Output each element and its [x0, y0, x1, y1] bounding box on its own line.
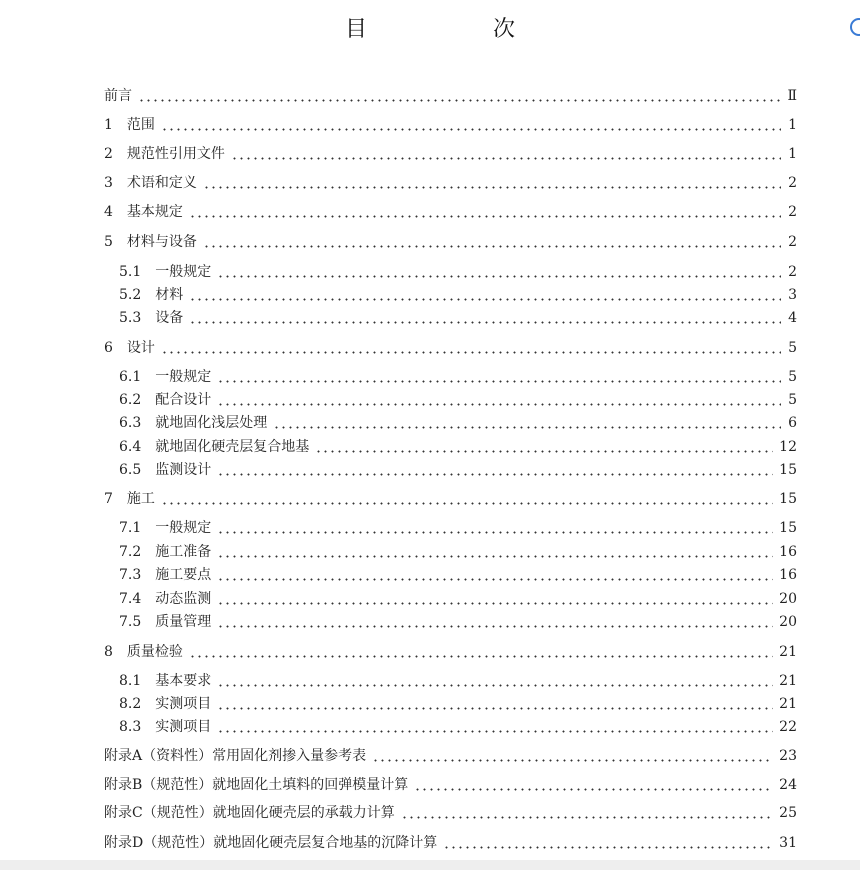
dot-leader [443, 831, 773, 855]
toc-entry-label: 施工 [126, 491, 155, 507]
dot-leader [161, 487, 773, 511]
toc-entry-label: 基本要求 [155, 673, 212, 689]
dot-leader [161, 336, 781, 360]
toc-entry-number: 7.2 [119, 544, 156, 560]
toc-entry-label: 质量检验 [126, 644, 183, 660]
toc-entry[interactable] [119, 540, 797, 564]
toc-entry-label: 术语和定义 [126, 175, 197, 191]
toc-entry-number: 5.1 [119, 264, 156, 280]
toc-entry-label: 施工准备 [155, 544, 212, 560]
toc-entry[interactable] [119, 411, 797, 435]
toc-entry-number: 1 [104, 117, 127, 133]
toc-entry-page-number: 22 [779, 719, 797, 735]
toc-entry-page-number: 2 [788, 234, 797, 250]
toc-entry[interactable] [119, 715, 797, 739]
toc-entry-label: 附录D（规范性）就地固化硬壳层复合地基的沉降计算 [104, 835, 438, 851]
scroll-area-bottom [0, 860, 860, 870]
toc-entry-page-number: 31 [779, 835, 797, 851]
toc-entry-label: 材料 [155, 287, 184, 303]
toc-entry-page-number: 21 [779, 696, 797, 712]
dot-leader [138, 84, 781, 108]
toc-entry-label: 施工要点 [155, 567, 212, 583]
toc-entry-number: 6 [104, 340, 127, 356]
toc-entry-number: 7.4 [119, 591, 156, 607]
toc-entry[interactable] [119, 388, 797, 412]
toc-entry[interactable] [119, 283, 797, 307]
toc-entry-label: 规范性引用文件 [126, 146, 225, 162]
toc-entry-page-number: 23 [779, 748, 797, 764]
toc-entry[interactable] [104, 200, 797, 224]
toc-entry-number: 6.4 [119, 439, 156, 455]
toc-entry-number: 2 [104, 146, 127, 162]
dot-leader [189, 283, 781, 307]
toc-entry[interactable] [104, 336, 797, 360]
dot-leader [203, 171, 781, 195]
toc-entry[interactable] [104, 113, 797, 137]
toc-entry-page-number: 16 [779, 544, 797, 560]
toc-entry-page-number: 3 [788, 287, 797, 303]
toc-entry[interactable] [104, 801, 797, 825]
toc-entry[interactable] [119, 435, 797, 459]
dot-leader [217, 715, 773, 739]
page-title: 目 次 [344, 17, 567, 42]
toc-entry-label: 监测设计 [155, 462, 212, 478]
toc-entry-page-number: 24 [779, 777, 797, 793]
toc-entry[interactable] [104, 640, 797, 664]
toc-entry-page-number: 5 [788, 392, 797, 408]
toc-entry-label: 基本规定 [126, 204, 183, 220]
toc-entry-label: 就地固化硬壳层复合地基 [155, 439, 310, 455]
toc-entry-page-number: 16 [779, 567, 797, 583]
toc-entry-number: 6.1 [119, 369, 156, 385]
toc-entry-page-number: 21 [779, 673, 797, 689]
dot-leader [217, 610, 773, 634]
toc-entry[interactable] [119, 669, 797, 693]
dot-leader [217, 692, 773, 716]
toc-entry[interactable] [104, 487, 797, 511]
toc-entry-page-number: 6 [788, 415, 797, 431]
dot-leader [217, 260, 781, 284]
toc-entry-page-number: 15 [779, 520, 797, 536]
dot-leader [217, 458, 773, 482]
toc-entry-label: 一般规定 [155, 369, 212, 385]
dot-leader [315, 435, 773, 459]
toc-entry-page-number: 15 [779, 462, 797, 478]
toc-entry-number: 5.2 [119, 287, 156, 303]
toc-entry-number: 8.3 [119, 719, 156, 735]
toc-entry-number: 7.1 [119, 520, 156, 536]
toc-entry-number: 5 [104, 234, 127, 250]
toc-entry[interactable] [104, 84, 797, 108]
dot-leader [161, 113, 781, 137]
toc-entry-page-number: 1 [788, 117, 797, 133]
toc-entry-label: 附录A（资料性）常用固化剂掺入量参考表 [104, 748, 367, 764]
toc-entry-page-number: 2 [788, 204, 797, 220]
toc-entry-number: 8.2 [119, 696, 156, 712]
toc-entry-label: 设备 [155, 310, 184, 326]
toc-entry[interactable] [104, 744, 797, 768]
toc-entry[interactable] [119, 587, 797, 611]
toc-entry-label: 一般规定 [155, 264, 212, 280]
toc-entry-number: 4 [104, 204, 127, 220]
dot-leader [273, 411, 781, 435]
toc-entry-page-number: 20 [779, 614, 797, 630]
dot-leader [189, 200, 781, 224]
toc-entry-label: 材料与设备 [126, 234, 197, 250]
toc-entry-page-number: 2 [788, 264, 797, 280]
toc-entry-number: 6.3 [119, 415, 156, 431]
toc-entry[interactable] [119, 458, 797, 482]
dot-leader [414, 773, 773, 797]
toc-entry-label: 配合设计 [155, 392, 212, 408]
toc-entry[interactable] [119, 306, 797, 330]
toc-entry-label: 附录B（规范性）就地固化土填料的回弹模量计算 [104, 777, 409, 793]
toc-entry[interactable] [119, 563, 797, 587]
toc-entry-page-number: 21 [779, 644, 797, 660]
toc-entry[interactable] [104, 171, 797, 195]
toc-entry[interactable] [119, 365, 797, 389]
toc-entry-label: 实测项目 [155, 719, 212, 735]
toc-entry[interactable] [119, 516, 797, 540]
dot-leader [217, 365, 781, 389]
dot-leader [189, 640, 773, 664]
dot-leader [217, 540, 773, 564]
toc-entry-number: 7.3 [119, 567, 156, 583]
toc-entry-label: 动态监测 [155, 591, 212, 607]
toc-entry-page-number: 5 [788, 369, 797, 385]
toc-entry-page-number: 4 [788, 310, 797, 326]
toc-entry[interactable] [119, 692, 797, 716]
dot-leader [217, 516, 773, 540]
toc-entry-label: 范围 [126, 117, 155, 133]
dot-leader [401, 801, 773, 825]
toc-entry[interactable] [119, 260, 797, 284]
toc-entry[interactable] [104, 230, 797, 254]
toc-entry-label: 附录C（规范性）就地固化硬壳层的承载力计算 [104, 805, 395, 821]
toc-entry-label: 前言 [104, 88, 132, 104]
toc-entry-label: 实测项目 [155, 696, 212, 712]
toc-entry[interactable] [119, 610, 797, 634]
toc-entry-page-number: 20 [779, 591, 797, 607]
toc-entry[interactable] [104, 831, 797, 855]
dot-leader [217, 587, 773, 611]
toc-entry-number: 6.2 [119, 392, 156, 408]
toc-entry-number: 3 [104, 175, 127, 191]
toc-entry-page-number: 5 [788, 340, 797, 356]
toc-entry[interactable] [104, 142, 797, 166]
dot-leader [231, 142, 781, 166]
toc-entry-page-number: 15 [779, 491, 797, 507]
toc-entry-label: 质量管理 [155, 614, 212, 630]
toc-entry-page-number: 2 [788, 175, 797, 191]
dot-leader [217, 388, 781, 412]
dot-leader [217, 563, 773, 587]
toc-entry-page-number: Ⅱ [787, 88, 797, 104]
toc-entry-number: 6.5 [119, 462, 156, 478]
dot-leader [203, 230, 781, 254]
toc-entry-number: 7 [104, 491, 127, 507]
toc-entry-label: 一般规定 [155, 520, 212, 536]
toc-entry-number: 8.1 [119, 673, 156, 689]
toc-entry-label: 就地固化浅层处理 [155, 415, 268, 431]
toc-entry-number: 8 [104, 644, 127, 660]
toc-entry-page-number: 12 [779, 439, 797, 455]
toc-entry-number: 5.3 [119, 310, 156, 326]
toc-entry-number: 7.5 [119, 614, 156, 630]
dot-leader [372, 744, 773, 768]
toc-entry[interactable] [104, 773, 797, 797]
toc-entry-label: 设计 [126, 340, 155, 356]
dot-leader [217, 669, 773, 693]
dot-leader [189, 306, 781, 330]
toc-entry-page-number: 25 [779, 805, 797, 821]
toc-entry-page-number: 1 [788, 146, 797, 162]
